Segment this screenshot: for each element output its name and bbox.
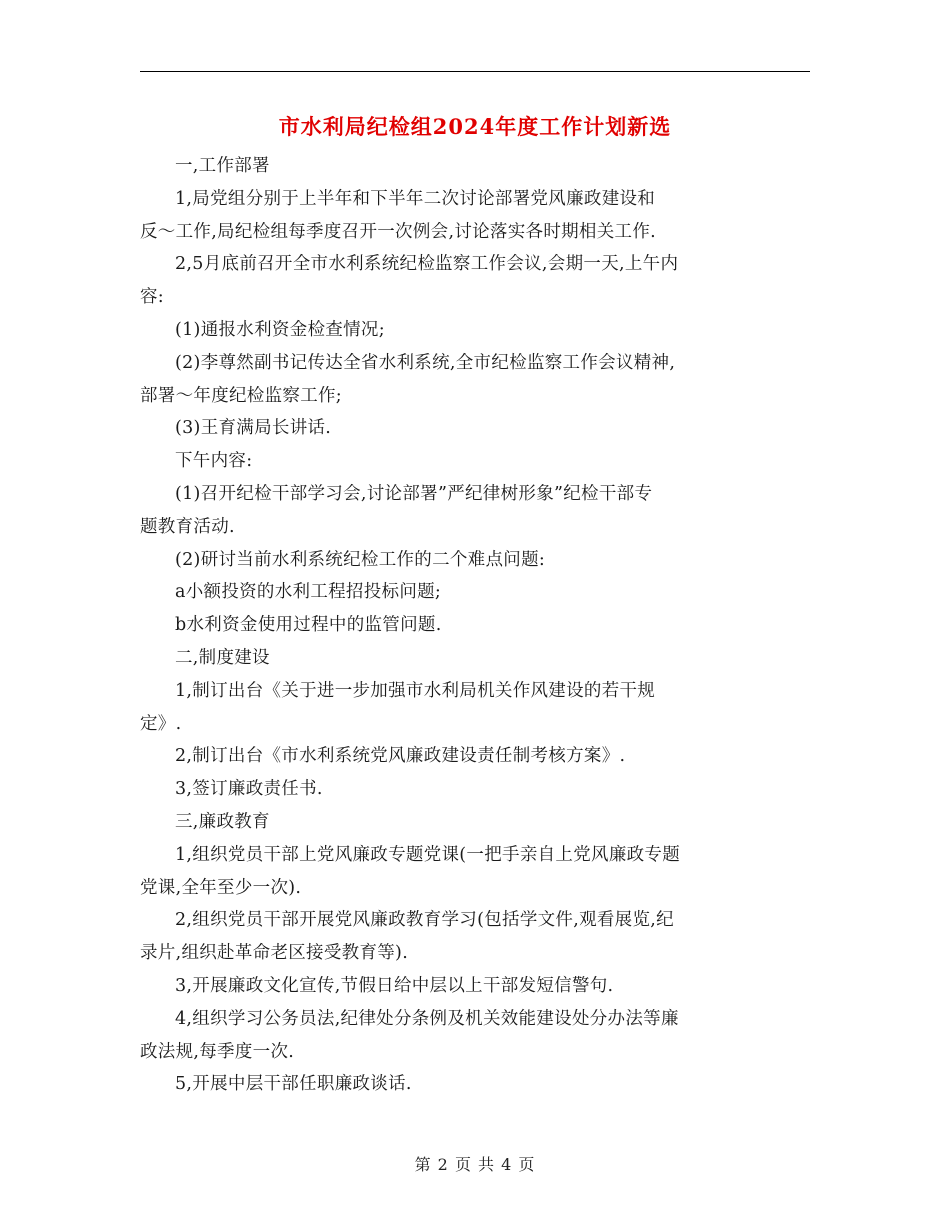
paragraph: 3,开展廉政文化宣传,节假日给中层以上干部发短信警句. — [175, 975, 614, 996]
list-item: (1)通报水利资金检查情况; — [175, 319, 385, 340]
header-rule — [140, 71, 810, 72]
paragraph: 1,制订出台《关于进一步加强市水利局机关作风建设的若干规 定》. — [140, 680, 656, 734]
list-item: a小额投资的水利工程招投标问题; — [175, 582, 442, 603]
paragraph: 4,组织学习公务员法,纪律处分条例及机关效能建设处分办法等廉 政法规,每季度一次. — [140, 1008, 679, 1062]
paragraph: 下午内容: — [175, 451, 253, 472]
list-item: (2)李尊然副书记传达全省水利系统,全市纪检监察工作会议精神, 部署～年度纪检监察工作; — [140, 352, 676, 406]
list-item: (3)王育满局长讲话. — [175, 418, 332, 439]
paragraph: 2,组织党员干部开展党风廉政教育学习(包括学文件,观看展览,纪 录片,组织赴革命老区接受教育等). — [140, 910, 674, 964]
paragraph: 3,签订廉政责任书. — [175, 779, 323, 800]
paragraph: 5,开展中层干部任职廉政谈话. — [175, 1074, 412, 1095]
paragraph: 2,制订出台《市水利系统党风廉政建设责任制考核方案》. — [175, 746, 626, 767]
document-body — [140, 150, 810, 1101]
page-number: 第 2 页 共 4 页 — [414, 1155, 536, 1174]
section-heading-education: 三,廉政教育 — [175, 811, 270, 832]
section-heading-deployment: 一,工作部署 — [175, 156, 270, 176]
list-item: b水利资金使用过程中的监管问题. — [175, 615, 442, 636]
paragraph: 1,局党组分别于上半年和下半年二次讨论部署党风廉政建设和 反～工作,局纪检组每季度召开一次例会,讨论落实各时期相关工作. — [140, 188, 656, 242]
list-item: (2)研讨当前水利系统纪检工作的二个难点问题: — [175, 549, 546, 570]
list-item: (1)召开纪检干部学习会,讨论部署”严纪律树形象”纪检干部专 题教育活动. — [140, 483, 653, 537]
document-title: 市水利局纪检组2024年度工作计划新选 — [278, 114, 672, 139]
paragraph: 2,5月底前召开全市水利系统纪检监察工作会议,会期一天,上午内 容: — [140, 254, 679, 308]
paragraph: 1,组织党员干部上党风廉政专题党课(一把手亲自上党风廉政专题 党课,全年至少一次). — [140, 844, 681, 898]
section-heading-system: 二,制度建设 — [175, 647, 270, 668]
